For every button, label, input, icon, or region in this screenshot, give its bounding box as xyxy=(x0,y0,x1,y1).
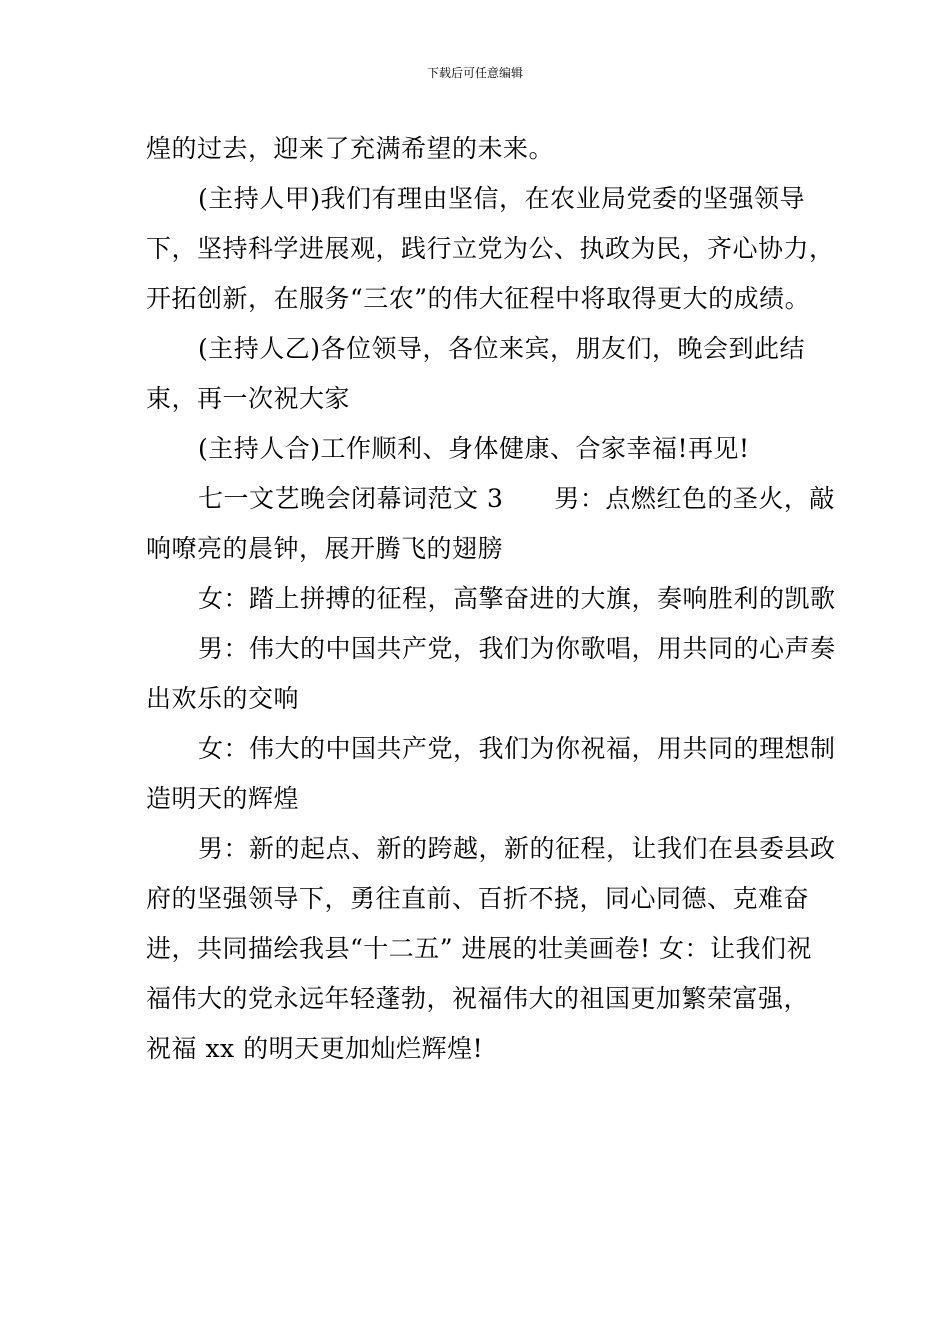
paragraph: 七一文艺晚会闭幕词范文 3 男：点燃红色的圣火，敲响嘹亮的晨钟，展开腾飞的翅膀 xyxy=(146,484,835,563)
paragraph: (主持人乙)各位领导，各位来宾，朋友们，晚会到此结束，再一次祝大家 xyxy=(146,334,806,413)
paragraph: 煌的过去，迎来了充满希望的未来。 xyxy=(146,134,555,163)
paragraph: 女：伟大的中国共产党，我们为你祝福，用共同的理想制造明天的辉煌 xyxy=(146,734,836,813)
paragraph: 男：伟大的中国共产党，我们为你歌唱，用共同的心声奏出欢乐的交响 xyxy=(146,634,836,713)
paragraph: (主持人合)工作顺利、身体健康、合家幸福!再见! xyxy=(198,434,750,463)
paragraph: (主持人甲)我们有理由坚信，在农业局党委的坚强领导下，坚持科学进展观，践行立党为公、执政为民，齐心协力，开拓创新，在服务“三农”的伟大征程中将取得更大的成绩。 xyxy=(146,184,835,313)
paragraph: 女：踏上拼搏的征程，高擎奋进的大旗，奏响胜利的凯歌 xyxy=(198,584,836,613)
document-body xyxy=(146,124,836,1074)
page-header-note: 下载后可任意编辑 xyxy=(426,66,523,80)
paragraph: 男：新的起点、新的跨越，新的征程，让我们在县委县政府的坚强领导下，勇往直前、百折不挠，同心同德、克难奋进，共同描绘我县“十二五” 进展的壮美画卷! 女：让我们祝福伟大的党永远年轻蓬勃，祝福伟大的祖国更加繁荣富强， 祝福 xx 的明天更加灿烂辉煌! xyxy=(146,834,836,1063)
